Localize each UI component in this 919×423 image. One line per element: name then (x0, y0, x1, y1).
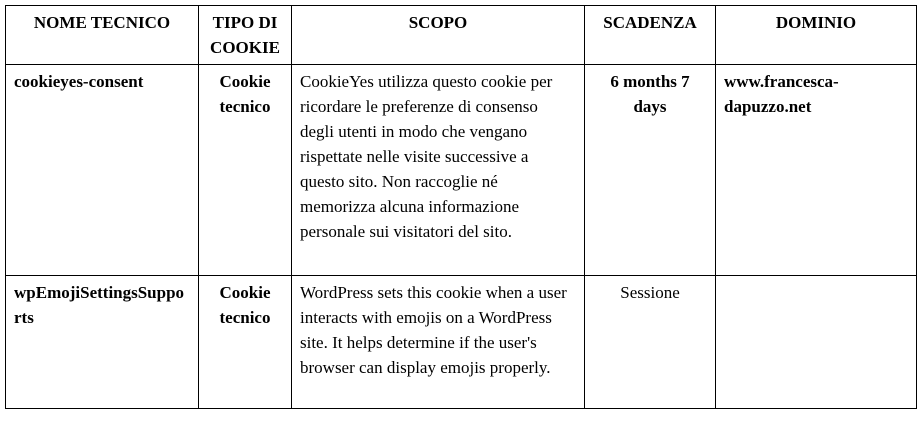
cookie-type-cell: Cookie tecnico (199, 276, 292, 409)
table-row (6, 65, 917, 276)
table-header-row (6, 6, 917, 65)
cookie-purpose-cell: CookieYes utilizza questo cookie per ricordare le preferenze di consenso degli utenti in modo che vengano rispettate nelle visite successive a questo sito. Non raccoglie né memorizza alcuna informazione personale sui visitatori del sito. (292, 65, 585, 276)
table-row (6, 276, 917, 409)
header-nome-tecnico: NOME TECNICO (6, 6, 199, 65)
cookie-domain-cell (716, 276, 917, 409)
header-tipo-di-cookie: TIPO DI COOKIE (199, 6, 292, 65)
cookie-name-cell: cookieyes-consent (6, 65, 199, 276)
header-scopo: SCOPO (292, 6, 585, 65)
cookie-expiry-cell: Sessione (585, 276, 716, 409)
header-dominio: DOMINIO (716, 6, 917, 65)
cookie-domain-cell: www.francesca-dapuzzo.net (716, 65, 917, 276)
cookie-expiry-cell: 6 months 7 days (585, 65, 716, 276)
cookie-name-cell: wpEmojiSettingsSupports (6, 276, 199, 409)
cookie-type-cell: Cookie tecnico (199, 65, 292, 276)
cookie-purpose-cell: WordPress sets this cookie when a user interacts with emojis on a WordPress site. It helps determine if the user's browser can display emojis properly. (292, 276, 585, 409)
header-scadenza: SCADENZA (585, 6, 716, 65)
cookie-table (5, 5, 917, 409)
